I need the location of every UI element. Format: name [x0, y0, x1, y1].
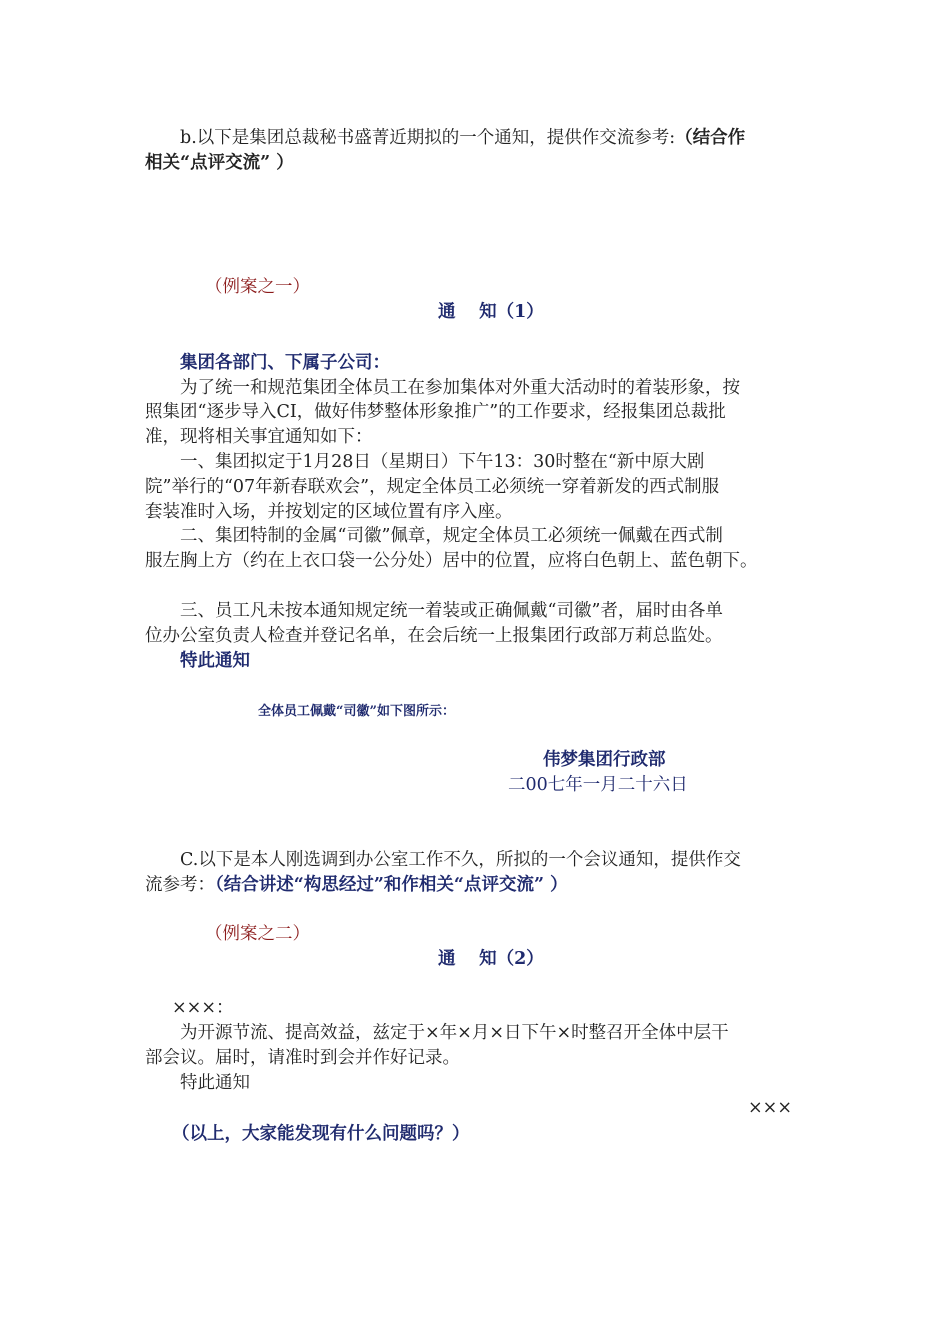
example1-title: 通 知（1） — [438, 302, 544, 322]
example2-label: （例案之二） — [205, 924, 310, 944]
section-b-intro-emphasis: （结合作 — [675, 128, 746, 148]
example1-body-line: 套装准时入场，并按划定的区域位置有序入座。 — [145, 502, 513, 522]
section-b-intro-text: b.以下是集团总裁秘书盛菁近期拟的一个通知，提供作交流参考: — [180, 128, 676, 148]
example1-body-line: 为了统一和规范集团全体员工在参加集体对外重大活动时的着装形象，按 — [180, 378, 740, 398]
example2-body-line: 为开源节流、提高效益，兹定于×年×月×日下午×时整召开全体中层干 — [180, 1023, 729, 1043]
example1-body-line: 照集团“逐步导入CI，做好伟梦整体形象推广”的工作要求，经报集团总裁批 — [145, 402, 726, 422]
section-c-intro-text: 流参考： — [145, 875, 215, 895]
section-b-intro — [180, 126, 745, 150]
discussion-question: （以上，大家能发现有什么问题吗？） — [172, 1124, 470, 1144]
example2-signature: ××× — [748, 1098, 792, 1118]
example1-signature-date: 二00七年一月二十六日 — [508, 775, 688, 795]
section-c-intro-line2 — [145, 873, 568, 897]
section-c-intro-emphasis: （结合讲述“构思经过”和作相关“点评交流” ） — [215, 875, 568, 895]
section-b-intro-line2: 相关“点评交流” ） — [145, 153, 294, 173]
example1-body-line: 位办公室负责人检查并登记名单，在会后统一上报集团行政部万莉总监处。 — [145, 626, 723, 646]
example1-body-line: 院”举行的“07年新春联欢会”，规定全体员工必须统一穿着新发的西式制服 — [145, 477, 720, 497]
example1-body-line: 服左胸上方（约在上衣口袋一公分处）居中的位置，应将白色朝上、蓝色朝下。 — [145, 551, 758, 571]
example1-label: （例案之一） — [205, 277, 310, 297]
example1-body-line: 三、员工凡未按本通知规定统一着装或正确佩戴“司徽”者，届时由各单 — [180, 601, 723, 621]
example2-closing: 特此通知 — [180, 1073, 250, 1093]
example1-body-line: 准，现将相关事宜通知如下： — [145, 427, 373, 447]
example2-addressee: ×××： — [172, 998, 234, 1018]
example1-note: 全体员工佩戴“司徽”如下图所示： — [258, 704, 455, 719]
example1-body-line: 二、集团特制的金属“司徽”佩章，规定全体员工必须统一佩戴在西式制 — [180, 526, 723, 546]
section-c-intro: C.以下是本人刚选调到办公室工作不久，所拟的一个会议通知，提供作交 — [180, 850, 741, 870]
example2-body-line: 部会议。届时，请准时到会并作好记录。 — [145, 1048, 460, 1068]
example1-closing: 特此通知 — [180, 651, 250, 671]
example2-title: 通 知（2） — [438, 949, 544, 969]
example1-body-line: 一、集团拟定于1月28日（星期日）下午13：30时整在“新中原大剧 — [180, 452, 705, 472]
example1-signature-org: 伟梦集团行政部 — [543, 750, 666, 770]
example1-addressee: 集团各部门、下属子公司： — [180, 353, 390, 373]
